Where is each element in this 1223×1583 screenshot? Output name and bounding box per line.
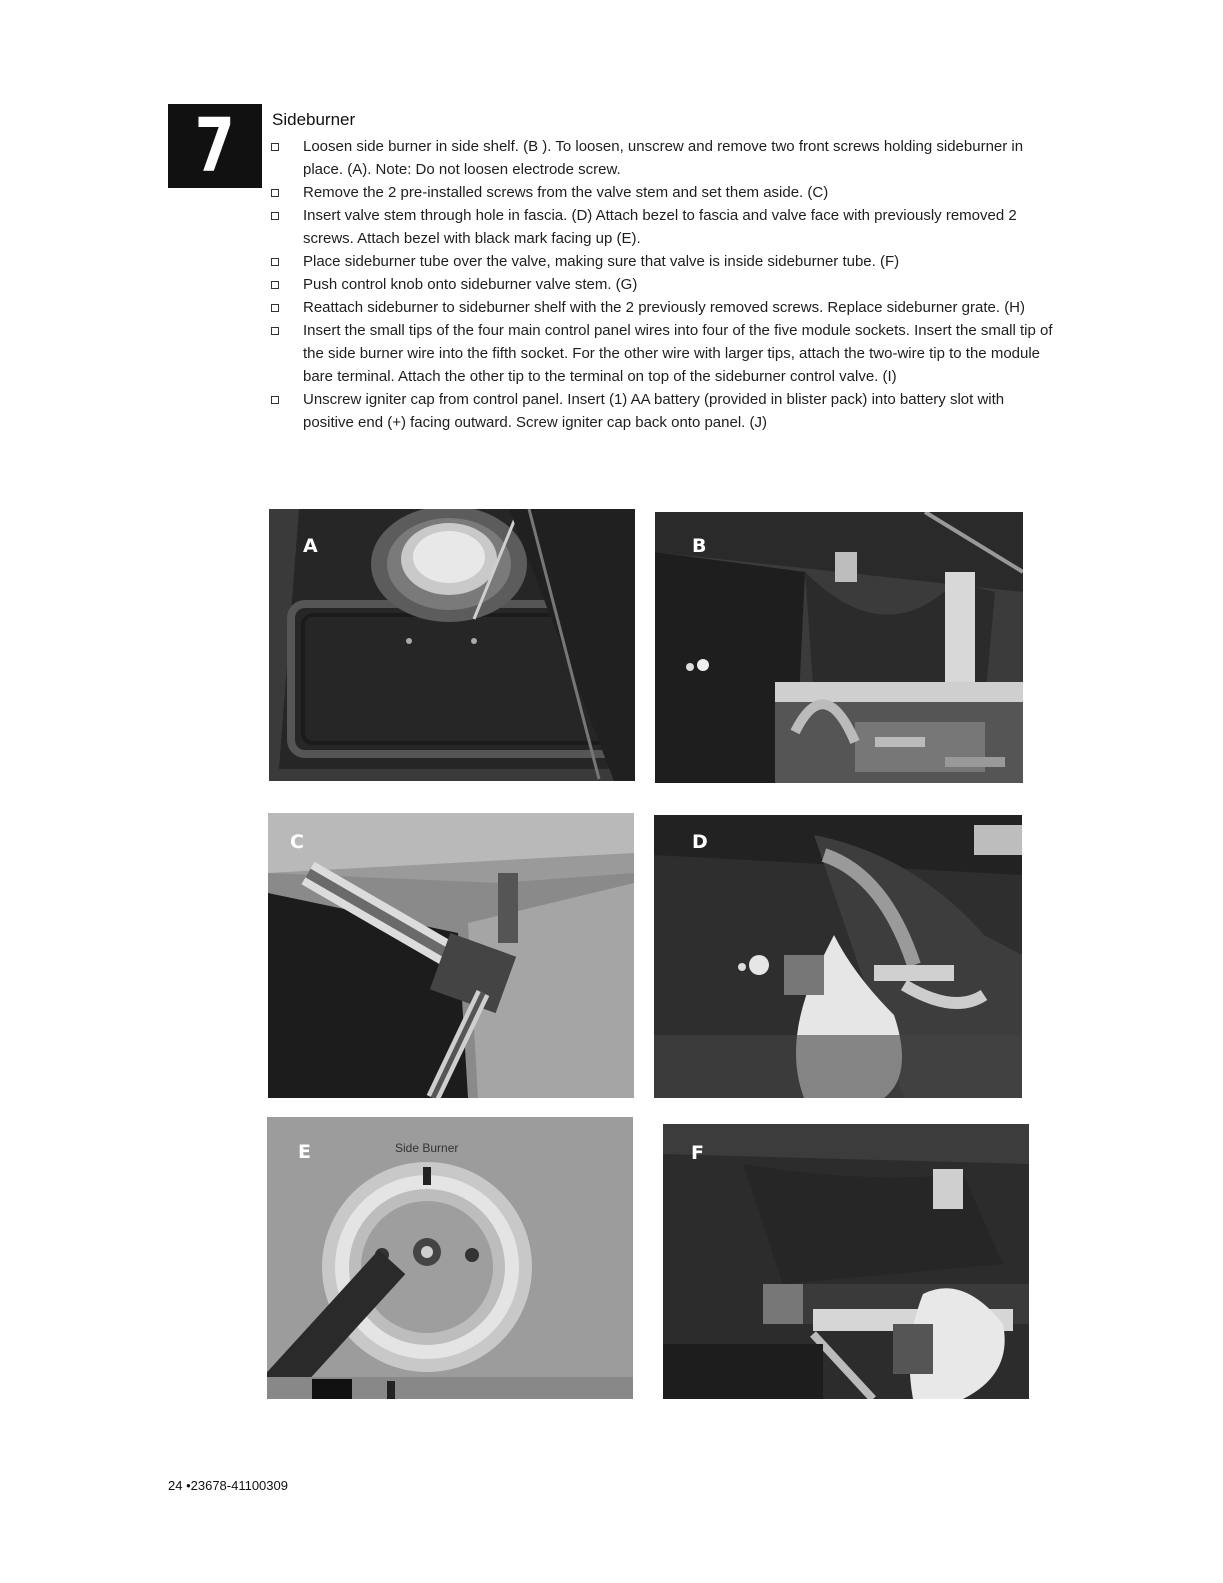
photo-c-label: C bbox=[290, 831, 304, 853]
photo-b-image bbox=[655, 512, 1023, 783]
instruction-item bbox=[268, 273, 1058, 296]
photo-e bbox=[267, 1117, 633, 1399]
instruction-text: Insert the small tips of the four main control panel wires into four of the five module sockets. Insert the small tip of the side burner wire into the fifth socket. For the other wire with larger tips, attach the two-wire tip to the module bare terminal. Attach the other tip to the terminal on top of the sideburner control valve. (I) bbox=[303, 322, 1053, 385]
photo-a-image bbox=[269, 509, 635, 781]
instruction-text: Loosen side burner in side shelf. (B ). To loosen, unscrew and remove two front screws holding sideburner in place. (A). Note: Do not loosen electrode screw. bbox=[303, 138, 1024, 178]
instruction-item bbox=[268, 135, 1058, 181]
instruction-text: Insert valve stem through hole in fascia. (D) Attach bezel to fascia and valve face with previously removed 2 screws. Attach bezel with black mark facing up (E). bbox=[303, 207, 1017, 247]
photo-a bbox=[269, 509, 635, 781]
step-number: 7 bbox=[194, 103, 236, 189]
checkbox-icon bbox=[271, 304, 279, 312]
photo-c bbox=[268, 813, 634, 1098]
step-number-badge bbox=[168, 104, 262, 188]
section-title: Sideburner bbox=[272, 110, 356, 129]
checkbox-icon bbox=[271, 327, 279, 335]
photo-b bbox=[655, 512, 1023, 783]
instruction-text: Remove the 2 pre-installed screws from the valve stem and set them aside. (C) bbox=[303, 184, 829, 201]
checkbox-icon bbox=[271, 281, 279, 289]
instruction-text: Push control knob onto sideburner valve stem. (G) bbox=[303, 276, 638, 293]
dial-text: Side Burner bbox=[395, 1141, 459, 1155]
instruction-text: Place sideburner tube over the valve, making sure that valve is inside sideburner tube. (F) bbox=[303, 253, 900, 270]
page-footer: 24 •23678-41100309 bbox=[168, 1478, 288, 1493]
photo-e-image bbox=[267, 1117, 633, 1399]
photo-e-label: E bbox=[298, 1141, 311, 1163]
photo-c-image bbox=[268, 813, 634, 1098]
photo-d-label: D bbox=[692, 831, 708, 853]
instruction-item bbox=[268, 181, 1058, 204]
instruction-text: Unscrew igniter cap from control panel. Insert (1) AA battery (provided in blister pack) into battery slot with positive end (+) facing outward. Screw igniter cap back onto panel. (J) bbox=[303, 391, 1005, 431]
photo-f bbox=[663, 1124, 1029, 1399]
instruction-item bbox=[268, 204, 1058, 250]
photo-d-image bbox=[654, 815, 1022, 1098]
photo-a-label: A bbox=[303, 535, 318, 557]
checkbox-icon bbox=[271, 258, 279, 266]
photo-b-label: B bbox=[692, 535, 707, 557]
checkbox-icon bbox=[271, 212, 279, 220]
checkbox-icon bbox=[271, 189, 279, 197]
photo-f-label: F bbox=[691, 1142, 704, 1164]
instruction-item bbox=[268, 319, 1058, 388]
instruction-text: Reattach sideburner to sideburner shelf with the 2 previously removed screws. Replace sideburner grate. (H) bbox=[303, 299, 1026, 316]
checkbox-icon bbox=[271, 396, 279, 404]
instruction-item bbox=[268, 250, 1058, 273]
instruction-list bbox=[268, 135, 1058, 434]
photo-d bbox=[654, 815, 1022, 1098]
instruction-item bbox=[268, 296, 1058, 319]
photo-f-image bbox=[663, 1124, 1029, 1399]
checkbox-icon bbox=[271, 143, 279, 151]
instruction-item bbox=[268, 388, 1058, 434]
